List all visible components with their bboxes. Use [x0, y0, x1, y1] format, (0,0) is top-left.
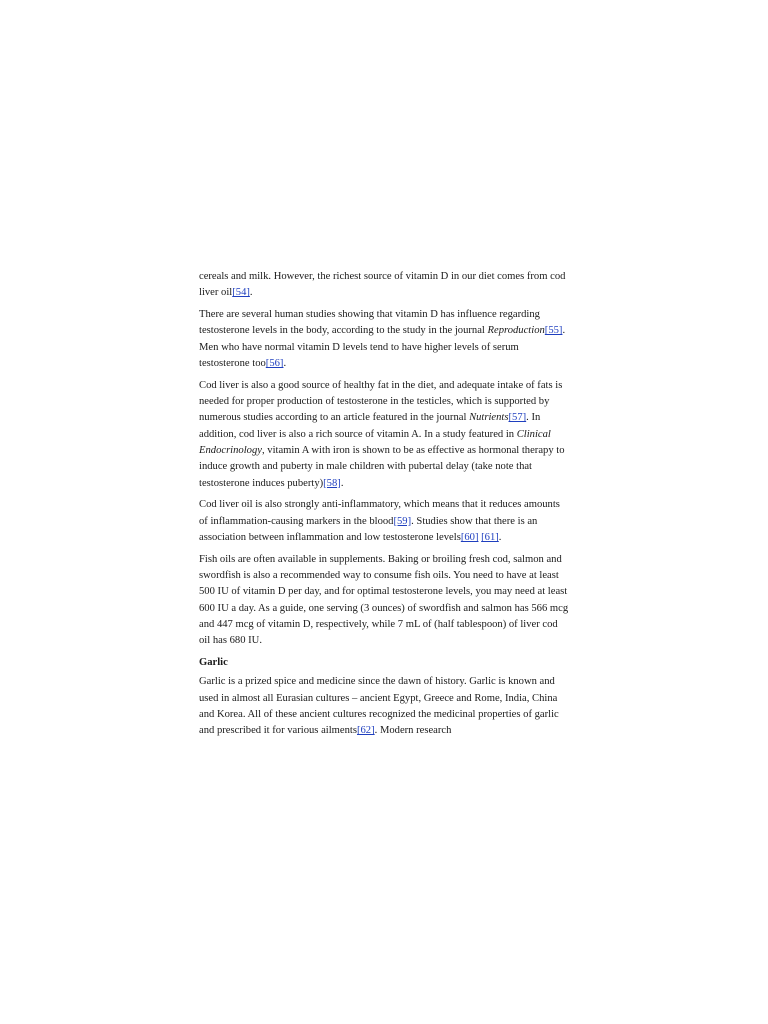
citation-link[interactable]: [56]: [265, 357, 284, 369]
body-paragraph: [199, 497, 571, 546]
paragraph-text: . In addition, cod liver is also a rich source of vitamin A. In a study featured in: [199, 412, 541, 440]
paragraph-text: cereals and milk. However, the richest source of vitamin D in our diet comes from cod liver oil: [199, 271, 566, 299]
paragraph-text: .: [498, 531, 502, 543]
body-paragraph: [199, 552, 571, 650]
paragraph-text: There are several human studies showing that vitamin D has influence regarding testosterone levels in the body, according to the study in the journal: [199, 309, 540, 337]
body-paragraph: [199, 674, 571, 739]
citation-link[interactable]: [55]: [544, 325, 563, 337]
citation-link[interactable]: [54]: [232, 287, 250, 299]
paragraph-text: .: [249, 287, 253, 299]
body-paragraph: [199, 378, 571, 492]
heading-text: Garlic: [199, 657, 228, 669]
citation-link[interactable]: [59]: [393, 515, 412, 527]
paragraph-text: .: [283, 357, 287, 369]
citation-link[interactable]: [60]: [460, 531, 479, 543]
paragraph-text: Fish oils are often available in supplements. Baking or broiling fresh cod, salmon and swordfish is also a recommended way to consume fish oils. You need to have at least 500 IU of vitamin D per day, and for optimal testosterone levels, you may need at least 600 IU a day. As a guide, one serving (3 ounces) of swordfish and salmon has 566 mcg and 447 mcg of vitamin D, respectively, while 7 mL of (half tablespoon) of liver cod oil has 680 IU.: [199, 553, 569, 647]
citation-link[interactable]: [61]: [481, 531, 499, 543]
italic-title: Clinical Endocrinology: [199, 428, 551, 456]
italic-title: Nutrients: [469, 412, 509, 424]
body-paragraph: [199, 307, 571, 372]
paragraph-text: . Men who have normal vitamin D levels tend to have higher levels of serum testosterone too: [199, 325, 566, 369]
paragraph-text: . Modern research: [374, 725, 452, 737]
citation-link[interactable]: [58]: [323, 477, 341, 489]
citation-link[interactable]: [62]: [356, 725, 375, 737]
italic-title: Reproduction: [487, 325, 545, 337]
section-heading: [199, 655, 571, 671]
citation-link[interactable]: [57]: [508, 412, 527, 424]
document-body: [199, 269, 571, 745]
paragraph-text: Cod liver is also a good source of healthy fat in the diet, and adequate intake of fats is needed for proper production of testosterone in the testicles, which is supported by numerous studies according to an article featured in the journal: [199, 379, 563, 424]
paragraph-text: .: [340, 477, 344, 489]
body-paragraph: [199, 269, 571, 302]
paragraph-text: Garlic is a prized spice and medicine since the dawn of history. Garlic is known and used in almost all Eurasian cultures – ancient Egypt, Greece and Rome, India, China and Korea. All of these ancient cultures recognized the medicinal properties of garlic and prescribed it for various ailments: [199, 676, 559, 737]
paragraph-text: Cod liver oil is also strongly anti-inflammatory, which means that it reduces amounts of inflammation-causing markers in the blood: [199, 499, 560, 527]
paragraph-text: . Studies show that there is an association between inflammation and low testosterone levels: [199, 515, 538, 543]
paragraph-text: , vitamin A with iron is shown to be as effective as hormonal therapy to induce growth and puberty in male children with pubertal delay (take note that testosterone induces puberty): [199, 444, 565, 489]
